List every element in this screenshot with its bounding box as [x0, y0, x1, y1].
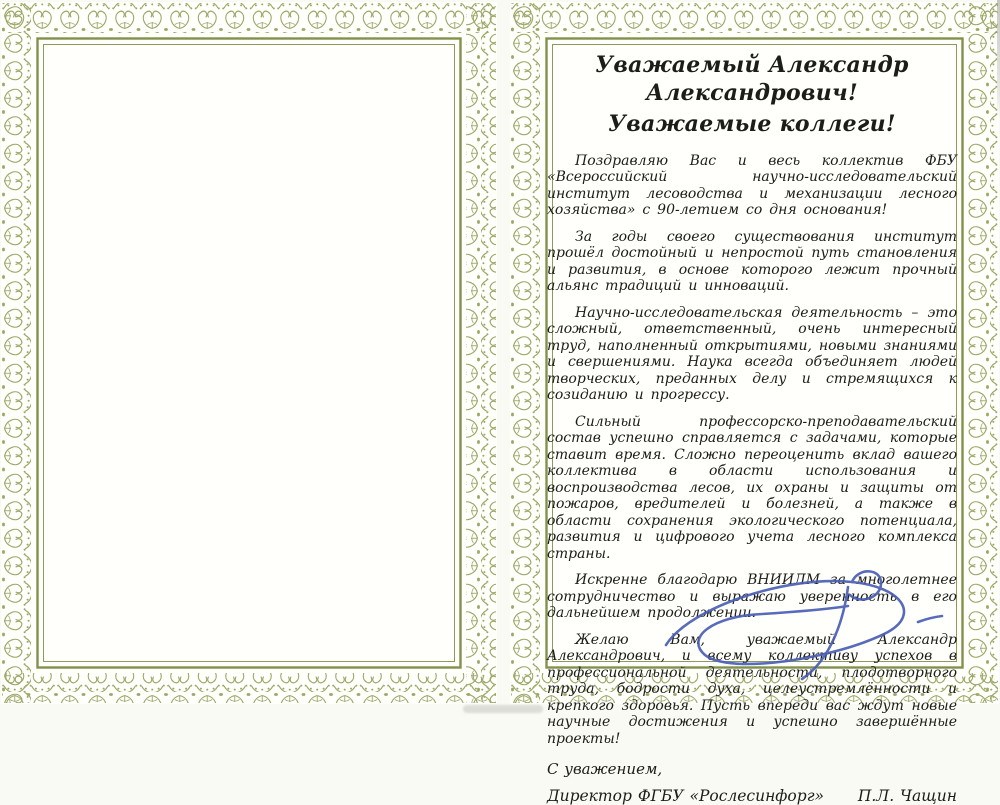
letter-paragraph-2: За годы своего существования институт прошёл достойный и непростой путь становления и развития, в основе которого лежит прочный альянс традиций и инноваций. — [547, 228, 957, 294]
signature-row — [547, 787, 957, 805]
letter-paragraph-4: Сильный профессорско-преподавательский состав успешно справляется с задачами, которые ставит время. Сложно переоценить вклад вашего коллектива в области использования и воспроизводства лесов, их охраны и защиты от пожаров, вредителей и болезней, а также в области сохранения экологического потенциала, развития и цифрового учета лесного комплекса страны. — [547, 413, 957, 562]
signer-name: П.Л. Чащин — [857, 786, 957, 805]
letter-closing — [547, 761, 957, 805]
signer-title: Директор ФГБУ «Рослесинфорг» — [547, 786, 825, 805]
letter-content — [547, 44, 958, 805]
letter-paragraph-6: Желаю Вам, уважаемый Александр Александрович, и всему коллективу успехов в профессиональной деятельности, плодотворного труда, бодрости духа, целеустремлённости и крепкого здоровья. Пусть впереди вас ждут новые научные достижения и успешно завершённые проекты! — [547, 631, 957, 747]
ornamental-border-left — [1, 2, 497, 704]
card-page-left — [1, 2, 497, 704]
letter-paragraph-5: Искренне благодарю ВНИИЛМ за многолетнее сотрудничество и выражаю уверенность в его дальнейшем продолжении. — [547, 572, 957, 621]
letter-heading-primary: Уважаемый Александр Александрович! — [595, 52, 909, 106]
letter-heading-secondary: Уважаемые коллеги! — [608, 111, 896, 137]
closing-salutation: С уважением, — [547, 760, 663, 778]
card-page-right — [510, 2, 999, 805]
scan-smudge — [463, 705, 543, 713]
letter-paragraph-1: Поздравляю Вас и весь коллектив ФБУ «Всероссийский научно-исследовательский институт лесоводства и механизации лесного хозяйства» с 90-летием со дня основания! — [547, 152, 957, 218]
letter-paragraph-3: Научно-исследовательская деятельность – это сложный, ответственный, очень интересный труд, наполненный открытиями, новыми знаниями и свершениями. Наука всегда объединяет людей творческих, преданных делу и стремящихся к созиданию и прогрессу. — [547, 304, 958, 403]
